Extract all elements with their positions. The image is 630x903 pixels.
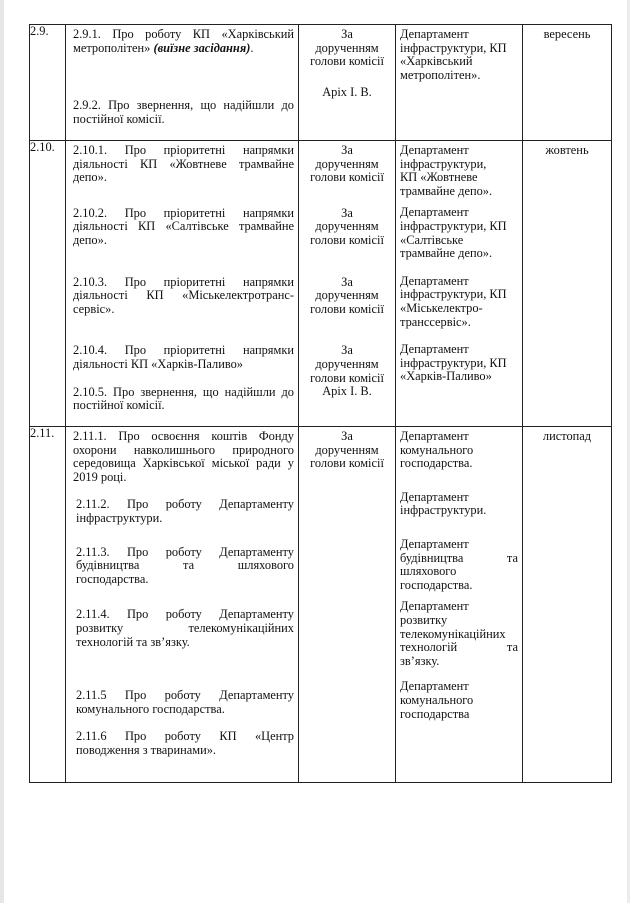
agenda-cell bbox=[66, 25, 299, 141]
responsible-entry: За дорученням голови комісії bbox=[310, 205, 384, 247]
agenda-item: 2.10.1. Про пріоритетні напрямки діяльності КП «Жовтневе трамвайне депо». bbox=[73, 143, 294, 185]
department-cell bbox=[396, 141, 523, 427]
department-entry: Департамент інфраструктури, КП «Салтівське трамвайне депо». bbox=[400, 205, 507, 261]
department-entry: Департамент інфраструктури, КП «Жовтневе трамвайне депо». bbox=[400, 143, 493, 198]
responsible-cell bbox=[299, 141, 396, 427]
agenda-item: 2.11.6 Про роботу КП «Центр поводження з тваринами». bbox=[76, 729, 294, 757]
department-cell bbox=[396, 25, 523, 141]
month: жовтень bbox=[545, 143, 589, 157]
agenda-item: 2.10.4. Про пріоритетні напрямки діяльності КП «Харків-Паливо» bbox=[73, 343, 294, 371]
scan-edge-left bbox=[0, 0, 4, 903]
agenda-item: 2.10.5. Про звернення, що надійшли до постійної комісії. bbox=[73, 384, 294, 413]
department-entry: Департамент інфраструктури, КП «Міськелектро- транссервіс». bbox=[400, 273, 507, 329]
row-number: 2.10. bbox=[30, 141, 66, 427]
responsible-entry: За дорученням голови комісії bbox=[310, 429, 384, 471]
agenda-item: 2.11.5 Про роботу Департаменту комунального господарства. bbox=[76, 688, 294, 716]
department-entry: Департамент інфраструктури. bbox=[400, 489, 487, 518]
agenda-item: 2.10.3. Про пріоритетні напрямки діяльності КП «Міськелектротранс- сервіс». bbox=[73, 274, 294, 316]
table-row bbox=[30, 141, 612, 427]
responsible-entry: За дорученням голови комісії Аріх І. В. bbox=[310, 343, 384, 399]
responsible-entry: За дорученням голови комісії bbox=[310, 274, 384, 316]
agenda-item: 2.11.2. Про роботу Департаменту інфраструктури. bbox=[76, 497, 294, 525]
agenda-cell bbox=[66, 141, 299, 427]
department-entry: Департамент будівництва та шляхового господарства. bbox=[400, 536, 518, 592]
department-entry: Департамент комунального господарства bbox=[400, 679, 474, 721]
month: листопад bbox=[542, 429, 592, 443]
responsible-cell bbox=[299, 25, 396, 141]
agenda-item: 2.9.1. Про роботу КП «Харківський метрополітен» (виїзне засідання). bbox=[73, 27, 294, 55]
department-entry: Департамент розвитку телекомунікаційних технологій та зв’язку. bbox=[400, 599, 518, 668]
agenda-item: 2.11.3. Про роботу Департаменту будівництва та шляхового господарства. bbox=[76, 544, 294, 586]
row-number: 2.11. bbox=[30, 427, 66, 783]
agenda-cell bbox=[66, 427, 299, 783]
table-row bbox=[30, 427, 612, 783]
department-entry: Департамент комунального господарства. bbox=[400, 429, 474, 471]
department-cell bbox=[396, 427, 523, 783]
table-row bbox=[30, 25, 612, 141]
row-number: 2.9. bbox=[30, 25, 66, 141]
month-cell bbox=[523, 427, 612, 783]
responsible-entry: Аріх І. В. bbox=[322, 84, 372, 99]
agenda-item: 2.11.1. Про освоєння коштів Фонду охорони навколишнього природного середовища Харківської міської ради у 2019 році. bbox=[73, 429, 294, 484]
agenda-item: 2.11.4. Про роботу Департаменту розвитку телекомунікаційних технологій та зв’язку. bbox=[76, 607, 294, 649]
agenda-item: 2.9.2. Про звернення, що надійшли до постійної комісії. bbox=[73, 98, 294, 126]
month-cell bbox=[523, 141, 612, 427]
department-entry: Департамент інфраструктури, КП «Харків-Паливо» bbox=[400, 342, 507, 384]
department-entry: Департамент інфраструктури, КП «Харківський метрополітен». bbox=[400, 27, 507, 82]
month-cell bbox=[523, 25, 612, 141]
work-plan-table bbox=[29, 24, 612, 783]
agenda-item: 2.10.2. Про пріоритетні напрямки діяльності КП «Салтівське трамвайне депо». bbox=[73, 205, 294, 247]
month: вересень bbox=[543, 27, 591, 41]
responsible-cell bbox=[299, 427, 396, 783]
responsible-entry: За дорученням голови комісії bbox=[310, 143, 384, 185]
responsible-entry: За дорученням голови комісії bbox=[310, 27, 384, 69]
